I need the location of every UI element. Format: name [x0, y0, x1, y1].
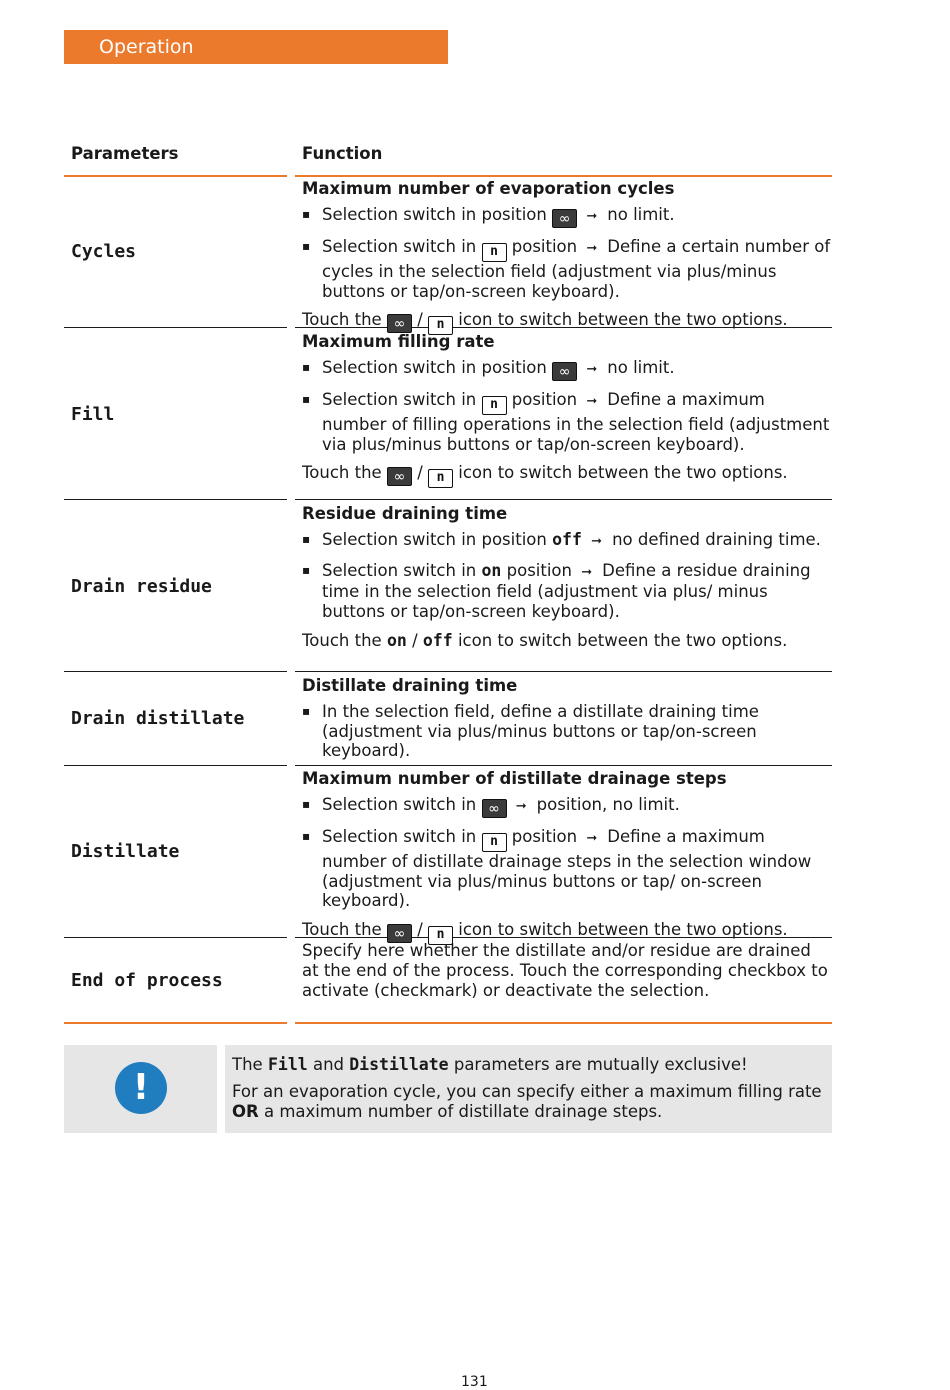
infinity-icon: ∞: [552, 209, 577, 228]
param-end-of-process: End of process: [71, 970, 223, 991]
distillate-param-label: Distillate: [349, 1055, 449, 1074]
row-divider: [295, 671, 832, 672]
column-header-parameters: Parameters: [71, 144, 179, 163]
toggle-hint: Touch the on / off icon to switch between the two options.: [302, 630, 788, 650]
fill-param-label: Fill: [267, 1055, 308, 1074]
page-number: 131: [461, 1374, 488, 1390]
arrow-right-icon: ➞: [586, 361, 598, 377]
n-count-icon: n: [428, 926, 453, 945]
function-title: Maximum number of distillate drainage steps: [302, 769, 727, 788]
off-label: off: [422, 630, 453, 650]
infinity-icon: ∞: [387, 467, 412, 486]
table-bottom-divider-right: [295, 1022, 832, 1024]
row-divider: [64, 671, 287, 672]
row-divider: [295, 499, 832, 500]
exclamation-info-icon: !: [115, 1062, 167, 1114]
list-item: ▪ Selection switch in n position ➞ Define a maximum number of distillate drainage steps in the selection window (adjustment via plus/minus buttons or tap/ on-screen keyboard).: [302, 827, 832, 911]
note-paragraph: For an evaporation cycle, you can specify either a maximum filling rate OR a maximum number of distillate drainage steps.: [232, 1081, 822, 1121]
function-title: Maximum filling rate: [302, 332, 495, 351]
note-text-panel: [225, 1045, 832, 1133]
function-drain-residue: [302, 504, 832, 651]
list-item: ▪ Selection switch in position off ➞ no defined draining time.: [302, 530, 832, 552]
arrow-right-icon: ➞: [591, 533, 603, 549]
function-cycles: [302, 179, 832, 335]
header-divider-right: [295, 175, 832, 177]
param-distillate: Distillate: [71, 841, 180, 862]
n-count-icon: n: [428, 469, 453, 488]
arrow-right-icon: ➞: [586, 240, 598, 256]
toggle-hint: Touch the ∞ / n icon to switch between the two options.: [302, 310, 832, 335]
list-item: ▪ Selection switch in n position ➞ Define a maximum number of filling operations in the selection field (adjustment via plus/minus buttons or tap/on-screen keyboard).: [302, 390, 832, 455]
function-title: Maximum number of evaporation cycles: [302, 179, 675, 198]
infinity-icon: ∞: [387, 314, 412, 333]
on-label: on: [386, 630, 407, 650]
table-bottom-divider-left: [64, 1022, 287, 1024]
arrow-right-icon: ➞: [581, 564, 593, 580]
function-distillate: [302, 769, 832, 945]
infinity-icon: ∞: [552, 362, 577, 381]
on-label: on: [481, 560, 502, 580]
infinity-icon: ∞: [482, 799, 507, 818]
column-header-function: Function: [302, 144, 383, 163]
n-count-icon: n: [428, 316, 453, 335]
arrow-right-icon: ➞: [586, 830, 598, 846]
list-item: ▪ Selection switch in position ∞ ➞ no limit.: [302, 205, 832, 228]
function-end-of-process: [302, 941, 832, 1000]
row-divider: [64, 499, 287, 500]
function-title: Residue draining time: [302, 504, 508, 523]
arrow-right-icon: ➞: [586, 393, 598, 409]
arrow-right-icon: ➞: [586, 208, 598, 224]
row-divider: [64, 937, 287, 938]
function-title: Distillate draining time: [302, 676, 518, 695]
n-count-icon: n: [482, 243, 507, 262]
note-paragraph: The Fill and Distillate parameters are mutually exclusive!: [232, 1055, 748, 1074]
arrow-right-icon: ➞: [515, 798, 527, 814]
toggle-hint: Touch the ∞ / n icon to switch between the two options.: [302, 920, 832, 945]
param-drain-residue: Drain residue: [71, 576, 212, 597]
section-header: [64, 30, 448, 64]
toggle-hint: Touch the ∞ / n icon to switch between the two options.: [302, 463, 832, 488]
function-fill: [302, 332, 832, 488]
param-cycles: Cycles: [71, 241, 137, 262]
list-item: ▪ Selection switch in ∞ ➞ position, no limit.: [302, 795, 832, 818]
n-count-icon: n: [482, 833, 507, 852]
note-icon-panel: [64, 1045, 217, 1133]
list-item: ▪ In the selection field, define a distillate draining time (adjustment via plus/minus buttons or tap/on-screen keyboard).: [302, 702, 832, 761]
section-title: Operation: [99, 36, 194, 58]
n-count-icon: n: [482, 396, 507, 415]
row-divider: [64, 327, 287, 328]
header-divider-left: [64, 175, 287, 177]
function-text: Specify here whether the distillate and/or residue are drained at the end of the process. Touch the corresponding checkbox to activate (checkmark) or deactivate the selection.: [302, 941, 828, 1000]
list-item: ▪ Selection switch in n position ➞ Define a certain number of cycles in the selection field (adjustment via plus/minus buttons or tap/on-screen keyboard).: [302, 237, 832, 302]
list-item: ▪ Selection switch in position ∞ ➞ no limit.: [302, 358, 832, 381]
infinity-icon: ∞: [387, 924, 412, 943]
list-item: ▪ Selection switch in on position ➞ Define a residue draining time in the selection field (adjustment via plus/ minus buttons or tap/on-screen keyboard).: [302, 561, 832, 622]
row-divider: [64, 765, 287, 766]
off-label: off: [552, 529, 582, 549]
param-drain-distillate: Drain distillate: [71, 708, 245, 729]
param-fill: Fill: [71, 404, 115, 425]
function-drain-distillate: [302, 676, 832, 770]
